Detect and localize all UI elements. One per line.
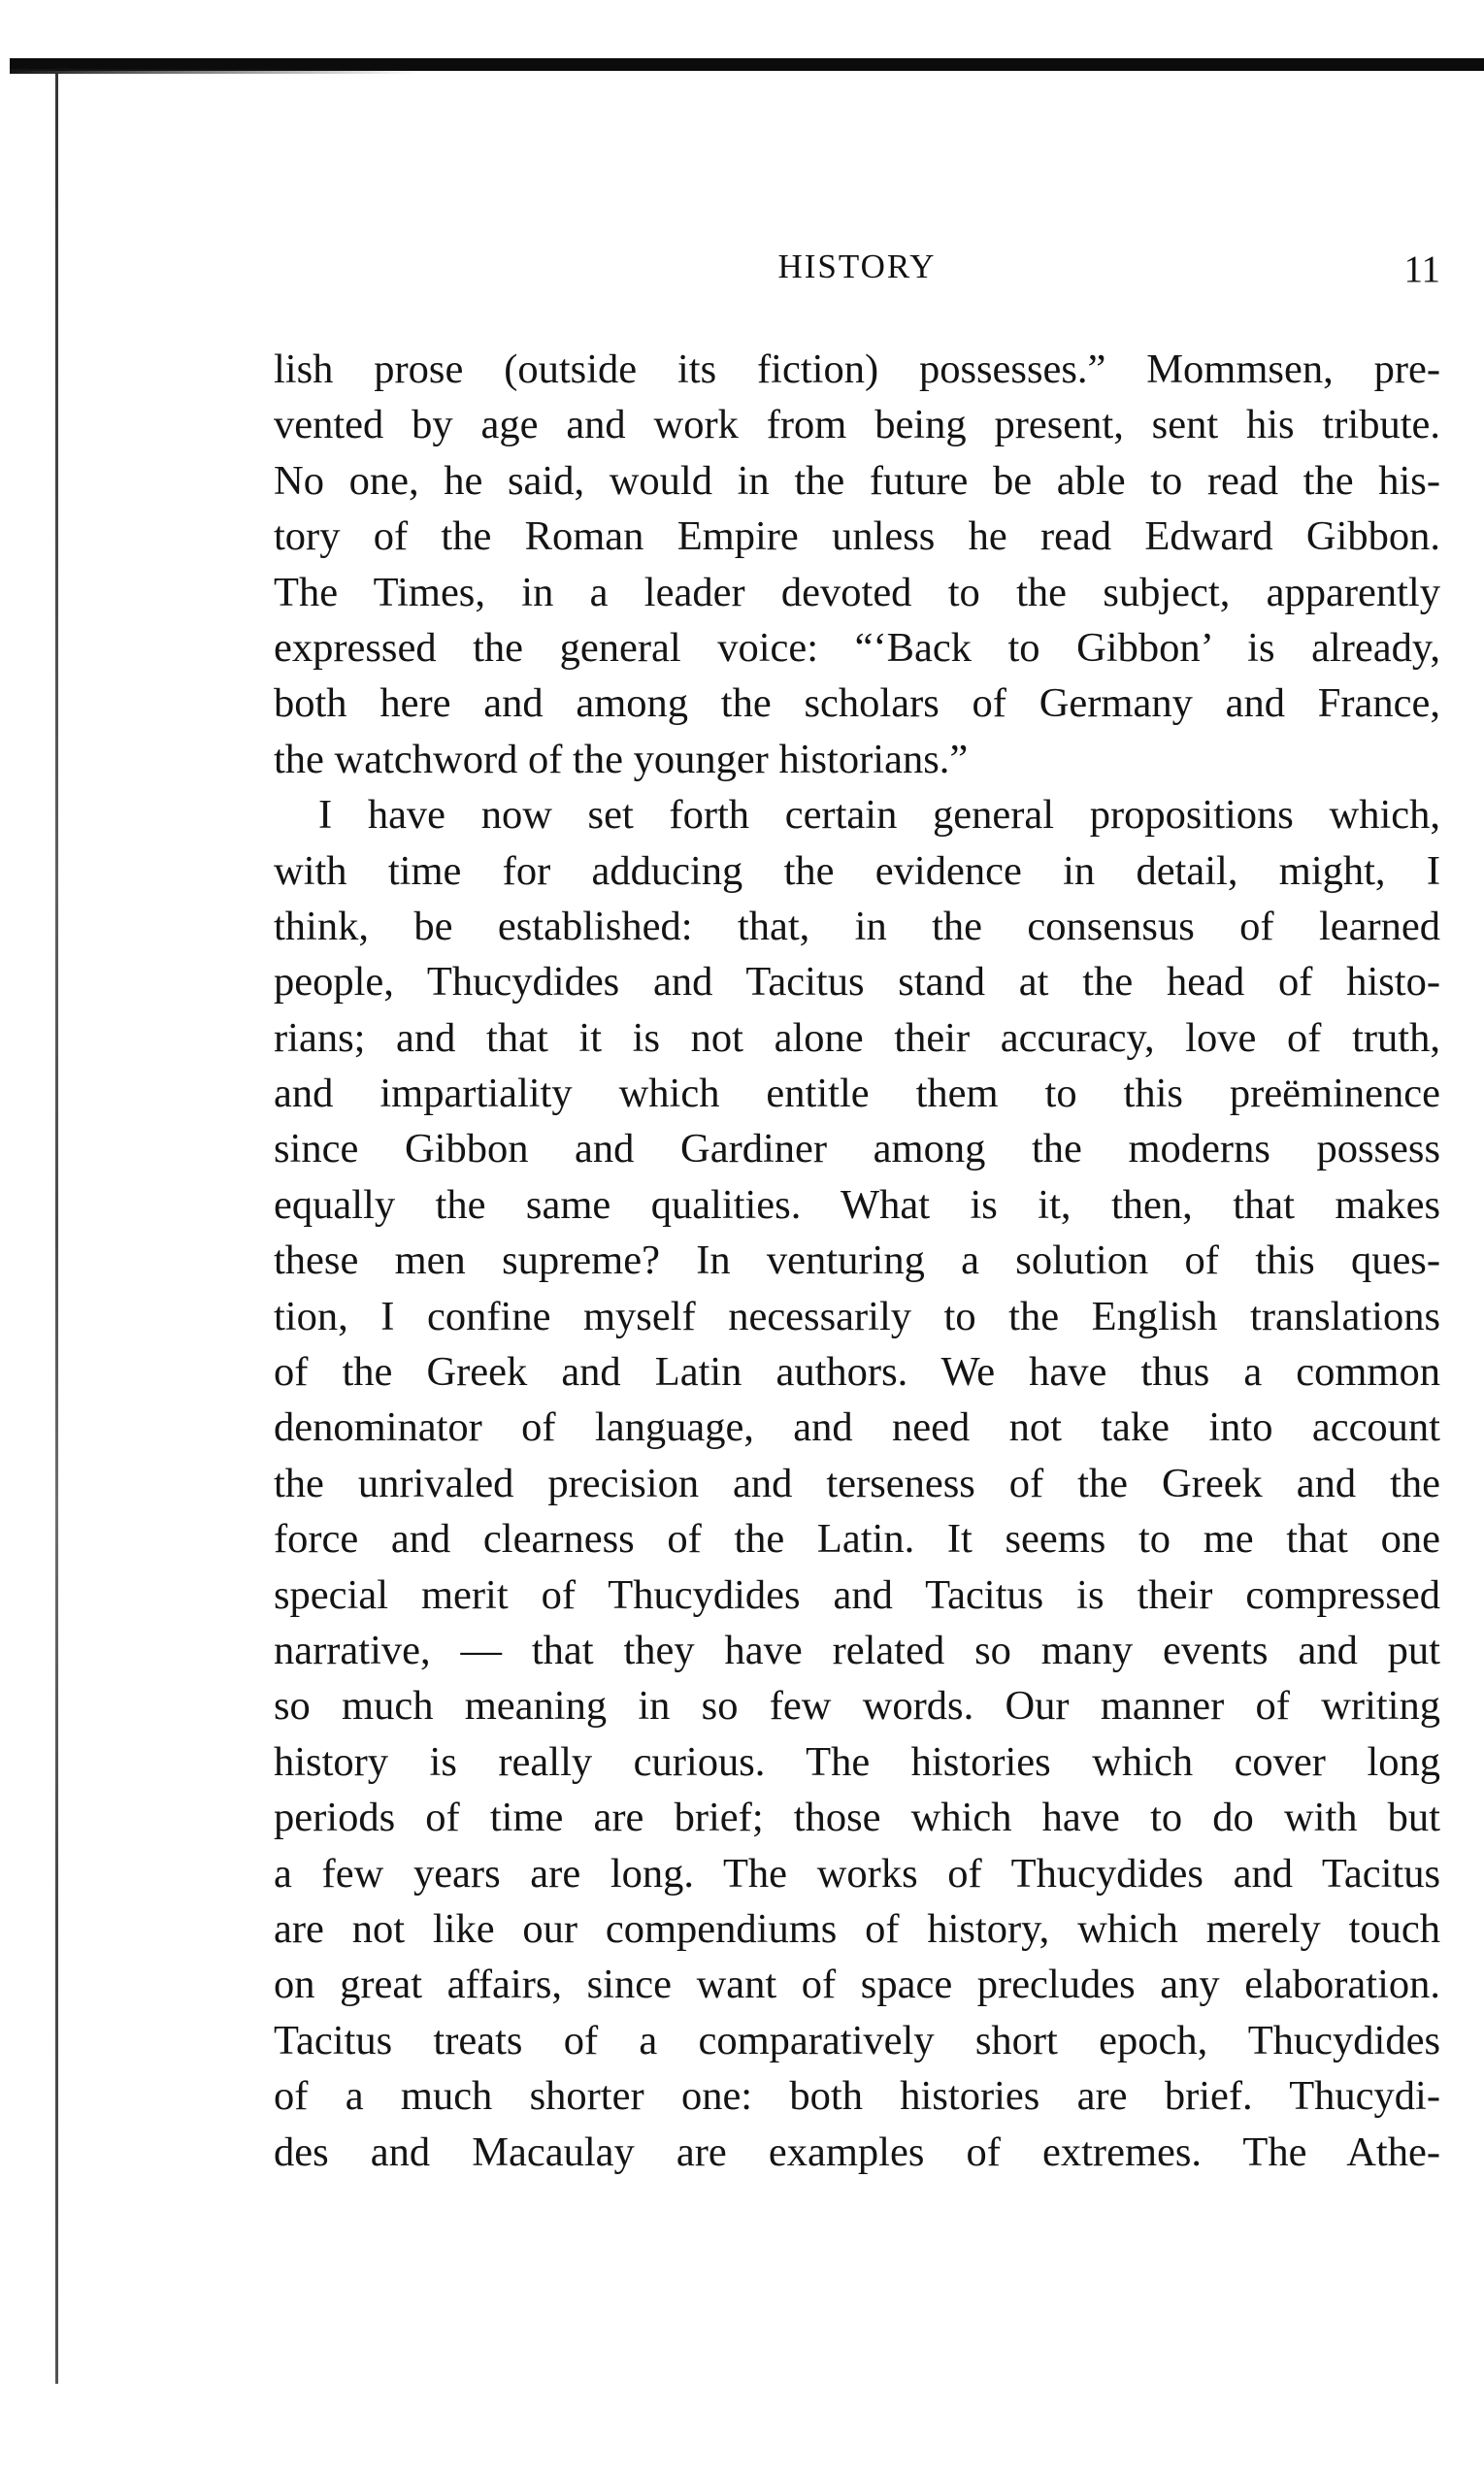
text-line: history is really curious. The histories which cover long xyxy=(274,1738,1440,1785)
text-line: narrative, — that they have related so many events and put xyxy=(274,1627,1440,1673)
text-line: a few years are long. The works of Thucydides and Tacitus xyxy=(274,1850,1440,1897)
text-line: tory of the Roman Empire unless he read Edward Gibbon. xyxy=(274,513,1440,560)
text-line: No one, he said, would in the future be able to read the his- xyxy=(274,457,1440,504)
text-line: periods of time are brief; those which have to do with but xyxy=(274,1795,1440,1841)
text-line: the watchword of the younger historians.” xyxy=(274,736,969,782)
running-head xyxy=(274,248,1440,294)
text-line: and impartiality which entitle them to this preëminence xyxy=(274,1071,1440,1117)
text-line: with time for adducing the evidence in detail, might, I xyxy=(274,847,1440,894)
text-line: vented by age and work from being present, sent his tribute. xyxy=(274,402,1440,448)
text-line: these men supreme? In venturing a solution of this ques- xyxy=(274,1238,1440,1284)
scan-left-edge xyxy=(55,74,58,2384)
text-line: are not like our compendiums of history, which merely touch xyxy=(274,1905,1440,1952)
text-line-paragraph-start: I have now set forth certain general propositions which, xyxy=(318,792,1440,839)
scan-top-edge-shadow xyxy=(10,69,417,74)
text-line: The Times, in a leader devoted to the subject, apparently xyxy=(274,569,1440,615)
text-line: both here and among the scholars of Germany and France, xyxy=(274,680,1440,727)
text-line: des and Macaulay are examples of extremes. The Athe- xyxy=(274,2128,1440,2175)
text-line: the unrivaled precision and terseness of the Greek and the xyxy=(274,1460,1440,1506)
running-title: HISTORY xyxy=(777,248,937,285)
text-line: since Gibbon and Gardiner among the moderns possess xyxy=(274,1126,1440,1172)
text-line: of a much shorter one: both histories are brief. Thucydi- xyxy=(274,2073,1440,2120)
text-line: tion, I confine myself necessarily to the English translations xyxy=(274,1293,1440,1339)
text-line: people, Thucydides and Tacitus stand at the head of histo- xyxy=(274,959,1440,1006)
text-line: force and clearness of the Latin. It seems to me that one xyxy=(274,1516,1440,1563)
text-line: think, be established: that, in the consensus of learned xyxy=(274,903,1440,949)
text-line: of the Greek and Latin authors. We have thus a common xyxy=(274,1349,1440,1396)
text-line: on great affairs, since want of space precludes any elaboration. xyxy=(274,1962,1440,2008)
text-line: so much meaning in so few words. Our manner of writing xyxy=(274,1683,1440,1730)
text-line: rians; and that it is not alone their accuracy, love of truth, xyxy=(274,1014,1440,1061)
text-line: lish prose (outside its fiction) possesses.” Mommsen, pre- xyxy=(274,346,1440,392)
body-text xyxy=(274,342,1440,2180)
text-line: expressed the general voice: “‘Back to Gibbon’ is already, xyxy=(274,624,1440,671)
text-line: denominator of language, and need not take into account xyxy=(274,1404,1440,1451)
text-line: Tacitus treats of a comparatively short epoch, Thucydides xyxy=(274,2017,1440,2063)
text-line: equally the same qualities. What is it, then, that makes xyxy=(274,1181,1440,1228)
page-number: 11 xyxy=(1403,248,1440,290)
text-line: special merit of Thucydides and Tacitus is their compressed xyxy=(274,1571,1440,1618)
scan-corner-mark xyxy=(55,68,69,71)
